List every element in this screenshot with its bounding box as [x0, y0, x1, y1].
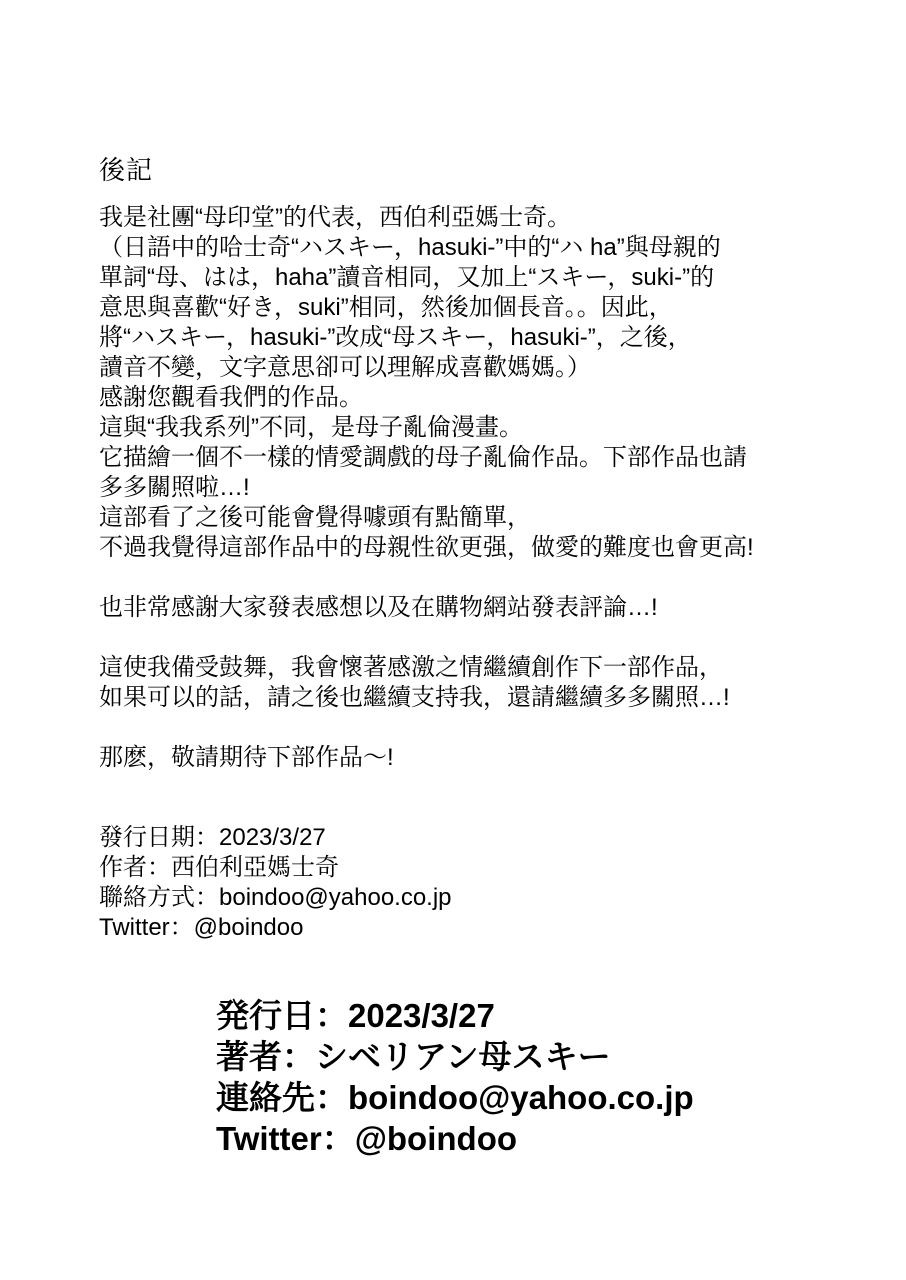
afterword-line: 讀音不變，文字意思卻可以理解成喜歡媽媽。） [99, 354, 591, 381]
afterword-line: 這與“我我系列”不同，是母子亂倫漫畫。 [99, 414, 523, 441]
twitter-handle-line: Twitter：@boindoo [216, 1120, 518, 1157]
afterword-body [99, 203, 859, 773]
release-date-line: 発行日：2023/3/27 [216, 997, 495, 1034]
afterword-line: 不過我覺得這部作品中的母親性欲更强，做愛的難度也會更高! [99, 534, 754, 561]
contact-email-line: 連絡先：boindoo@yahoo.co.jp [216, 1079, 694, 1116]
twitter-handle-line: Twitter：@boindoo [99, 914, 304, 941]
afterword-paragraph [99, 593, 859, 623]
colophon-block-japanese [216, 995, 694, 1159]
afterword-paragraph [99, 743, 859, 773]
contact-email-line: 聯絡方式：boindoo@yahoo.co.jp [99, 884, 452, 911]
afterword-line: 感謝您觀看我們的作品。 [99, 384, 363, 411]
afterword-line: （日語中的哈士奇“ハスキー，hasuki-”中的“ハ ha”與母親的 [99, 234, 721, 261]
release-date-line: 發行日期：2023/3/27 [99, 824, 326, 851]
afterword-line: 將“ハスキー，hasuki-”改成“母スキー，hasuki-”，之後， [99, 324, 692, 351]
afterword-paragraph [99, 653, 859, 713]
afterword-line: 這使我備受鼓舞，我會懷著感激之情繼續創作下一部作品， [99, 654, 723, 681]
afterword-line: 它描繪一個不一樣的情愛調戲的母子亂倫作品。下部作品也請 [99, 444, 747, 471]
afterword-paragraph [99, 203, 859, 563]
author-line: 作者：西伯利亞媽士奇 [99, 854, 339, 881]
author-line: 著者：シベリアン母スキー [216, 1038, 611, 1075]
page-title: 後記 [99, 155, 154, 185]
afterword-line: 多多關照啦…! [99, 474, 250, 501]
afterword-line: 這部看了之後可能會覺得噱頭有點簡單， [99, 504, 531, 531]
afterword-line: 我是社團“母印堂”的代表，西伯利亞媽士奇。 [99, 204, 571, 231]
afterword-line: 如果可以的話，請之後也繼續支持我，還請繼續多多關照…! [99, 684, 730, 711]
afterword-line: 那麽，敬請期待下部作品～! [99, 744, 394, 771]
afterword-line: 單詞“母、はは，haha”讀音相同，又加上“スキー，suki-”的 [99, 264, 715, 291]
afterword-line: 也非常感謝大家發表感想以及在購物網站發表評論…! [99, 594, 658, 621]
afterword-line: 意思與喜歡“好き，suki”相同，然後加個長音。。因此， [99, 294, 673, 321]
contact-block-chinese [99, 823, 452, 943]
